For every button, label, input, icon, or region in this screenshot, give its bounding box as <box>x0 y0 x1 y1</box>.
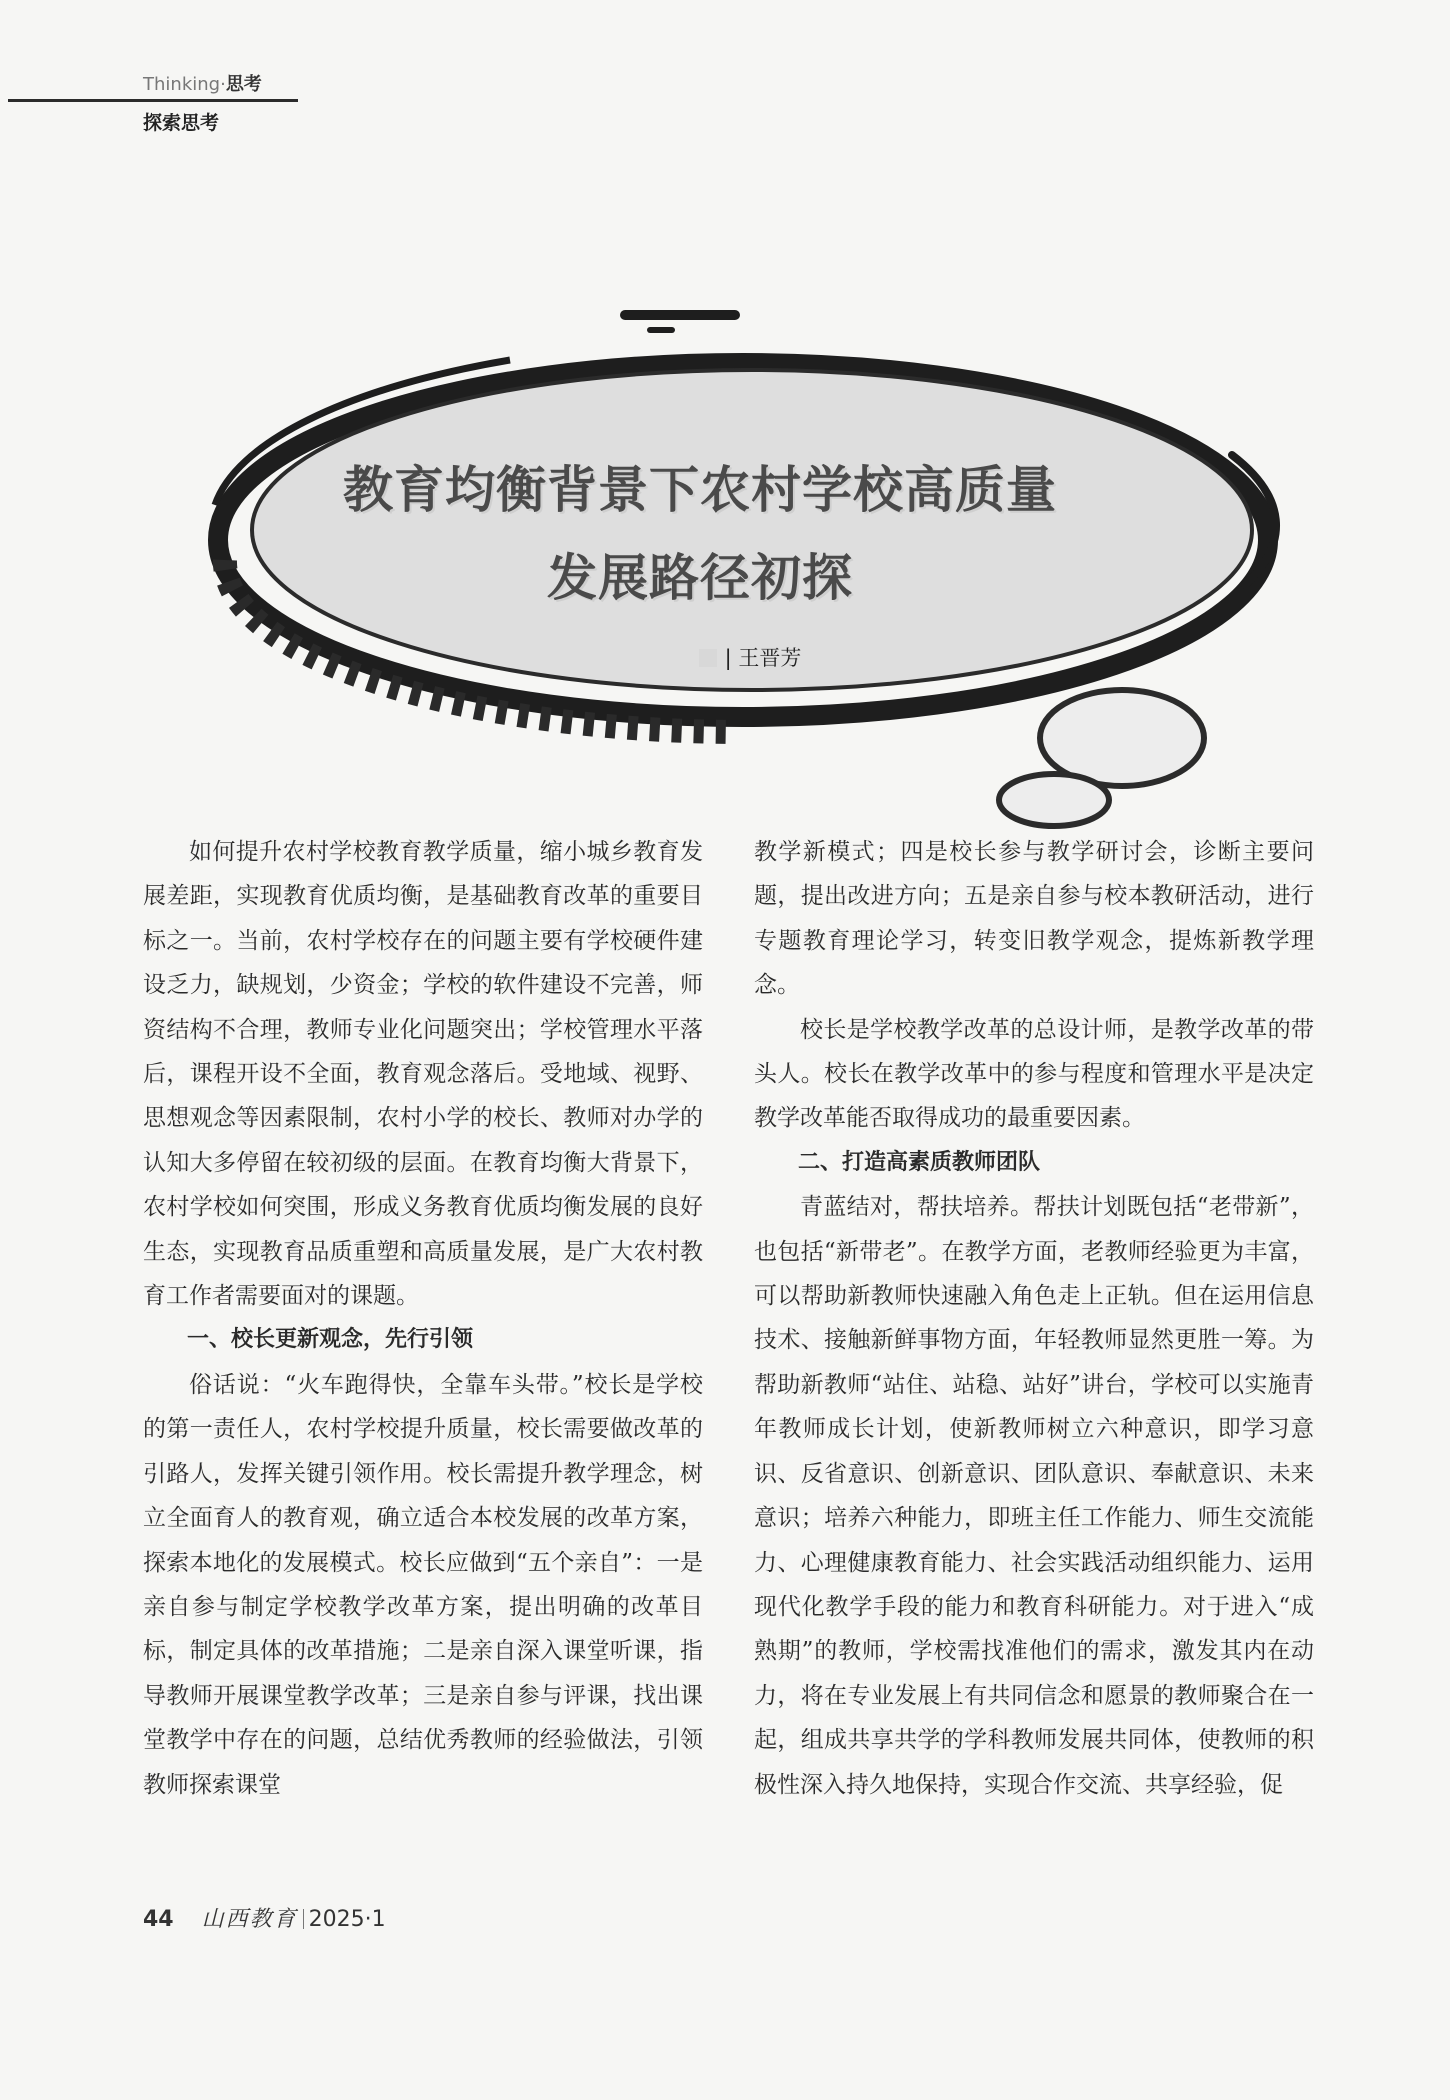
header-kicker-zh: 思考 <box>225 74 262 95</box>
section-heading-2: 二、打造高素质教师团队 <box>798 1149 1041 1175</box>
author-name: 王晋芳 <box>738 646 802 670</box>
header-kicker: Thinking·思考 <box>143 74 262 95</box>
left-column <box>143 830 703 1807</box>
paragraph-continued: 教学新模式；四是校长参与教学研讨会，诊断主要问题，提出改进方向；五是亲自参与校本教研活动，进行专题教育理论学习，转变旧教学观念，提炼新教学理念。 <box>754 839 1314 999</box>
section-name: 探索思考 <box>143 112 220 134</box>
byline-marker <box>699 649 717 667</box>
paragraph: 俗话说：“火车跑得快，全靠车头带。”校长是学校的第一责任人，农村学校提升质量，校长需要做改革的引路人，发挥关键引领作用。校长需提升教学理念，树立全面育人的教育观，确立适合本校发展的改革方案，探索本地化的发展模式。校长应做到“五个亲自”：一是亲自参与制定学校教学改革方案，提出明确的改革目标，制定具体的改革措施；二是亲自深入课堂听课，指导教师开展课堂教学改革；三是亲自参与评课，找出课堂教学中存在的问题，总结优秀教师的经验做法，引领教师探索课堂 <box>143 1371 703 1798</box>
bubble-tail-small <box>999 774 1109 826</box>
magazine-name: 山西教育 <box>201 1907 298 1932</box>
paragraph: 校长是学校教学改革的总设计师，是教学改革的带头人。校长在教学改革中的参与程度和管理水平是决定教学改革能否取得成功的最重要因素。 <box>754 1016 1314 1132</box>
footer-divider <box>303 1909 304 1929</box>
page-footer <box>143 1902 386 1933</box>
paragraph: 如何提升农村学校教育教学质量，缩小城乡教育发展差距，实现教育优质均衡，是基础教育改革的重要目标之一。当前，农村学校存在的问题主要有学校硬件建设乏力，缺规划，少资金；学校的软件建设不完善，师资结构不合理，教师专业化问题突出；学校管理水平落后，课程开设不全面，教育观念落后。受地域、视野、思想观念等因素限制，农村小学的校长、教师对办学的认知大多停留在较初级的层面。在教育均衡大背景下，农村学校如何突围，形成义务教育优质均衡发展的良好生态，实现教育品质重塑和高质量发展，是广大农村教育工作者需要面对的课题。 <box>143 839 703 1310</box>
section-heading-1: 一、校长更新观念，先行引领 <box>187 1327 474 1353</box>
page-number: 44 <box>143 1907 174 1932</box>
article-title-line-2: 发展路径初探 <box>547 549 853 607</box>
right-column <box>754 830 1314 1807</box>
paragraph: 青蓝结对，帮扶培养。帮扶计划既包括“老带新”，也包括“新带老”。在教学方面，老教师经验更为丰富，可以帮助新教师快速融入角色走上正轨。但在运用信息技术、接触新鲜事物方面，年轻教师显然更胜一筹。为帮助新教师“站住、站稳、站好”讲台，学校可以实施青年教师成长计划，使新教师树立六种意识，即学习意识、反省意识、创新意识、团队意识、奉献意识、未来意识；培养六种能力，即班主任工作能力、师生交流能力、心理健康教育能力、社会实践活动组织能力、运用现代化教学手段的能力和教育科研能力。对于进入“成熟期”的教师，学校需找准他们的需求，激发其内在动力，将在专业发展上有共同信念和愿景的教师聚合在一起，组成共享共学的学科教师发展共同体，使教师的积极性深入持久地保持，实现合作交流、共享经验，促 <box>754 1194 1314 1798</box>
byline: | 王晋芳 <box>600 642 900 672</box>
thought-bubble-graphic <box>0 0 1450 830</box>
issue-number: 2025·1 <box>308 1907 386 1932</box>
header-kicker-en: Thinking <box>143 74 221 95</box>
article-title-line-1: 教育均衡背景下农村学校高质量 <box>343 461 1057 519</box>
